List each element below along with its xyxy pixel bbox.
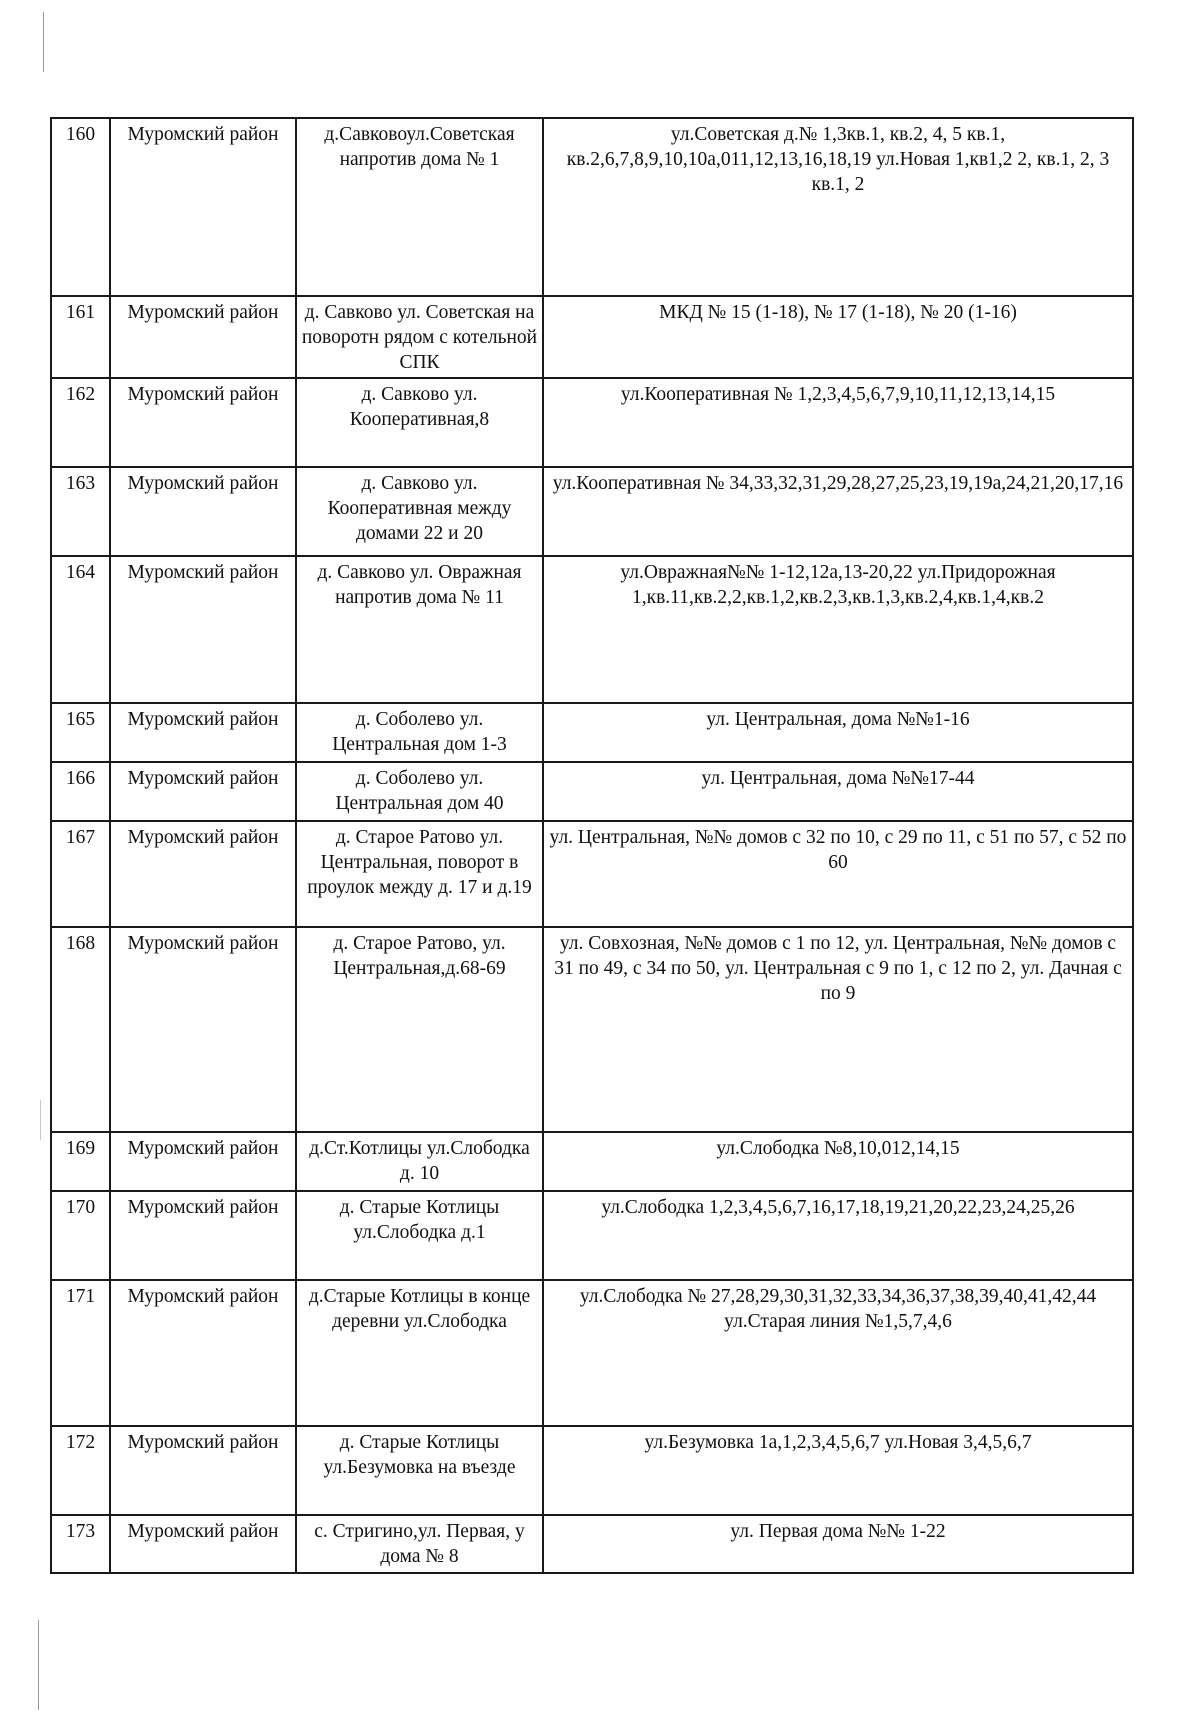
table-row [51, 1132, 1133, 1191]
location-cell: с. Стригино,ул. Первая, у дома № 8 [296, 1515, 543, 1573]
location-cell: д. Савково ул. Кооперативная между домами 22 и 20 [296, 467, 543, 556]
district-cell: Муромский район [110, 1280, 296, 1426]
location-cell: д. Старое Ратово ул. Центральная, поворот в проулок между д. 17 и д.19 [296, 821, 543, 927]
location-cell: д. Савково ул. Овражная напротив дома № 11 [296, 556, 543, 703]
addresses-cell: ул.Слободка 1,2,3,4,5,6,7,16,17,18,19,21,20,22,23,24,25,26 [543, 1191, 1133, 1280]
location-cell: д. Савково ул. Кооперативная,8 [296, 378, 543, 467]
row-number: 171 [51, 1280, 110, 1426]
row-number: 172 [51, 1426, 110, 1515]
location-cell: д.Савковоул.Советская напротив дома № 1 [296, 118, 543, 296]
table-row [51, 762, 1133, 821]
location-cell: д.Ст.Котлицы ул.Слободка д. 10 [296, 1132, 543, 1191]
table-row [51, 467, 1133, 556]
table-row [51, 821, 1133, 927]
district-cell: Муромский район [110, 703, 296, 762]
addresses-cell: ул.Слободка №8,10,012,14,15 [543, 1132, 1133, 1191]
row-number: 165 [51, 703, 110, 762]
row-number: 173 [51, 1515, 110, 1573]
addresses-cell: ул.Кооперативная № 34,33,32,31,29,28,27,25,23,19,19а,24,21,20,17,16 [543, 467, 1133, 556]
district-cell: Муромский район [110, 1132, 296, 1191]
row-number: 162 [51, 378, 110, 467]
table-row [51, 296, 1133, 378]
location-cell: д. Савково ул. Советская на поворотн рядом с котельной СПК [296, 296, 543, 378]
addresses-cell: ул. Совхозная, №№ домов с 1 по 12, ул. Центральная, №№ домов с 31 по 49, с 34 по 50, ул. Центральная с 9 по 1, с 12 по 2, ул. Дачная с по 9 [543, 927, 1133, 1132]
location-cell: д. Соболево ул. Центральная дом 40 [296, 762, 543, 821]
location-cell: д. Старое Ратово, ул. Центральная,д.68-69 [296, 927, 543, 1132]
district-cell: Муромский район [110, 296, 296, 378]
district-cell: Муромский район [110, 118, 296, 296]
row-number: 169 [51, 1132, 110, 1191]
row-number: 170 [51, 1191, 110, 1280]
location-cell: д. Соболево ул. Центральная дом 1-3 [296, 703, 543, 762]
row-number: 163 [51, 467, 110, 556]
scan-artifact-line [38, 1620, 39, 1710]
table-row [51, 556, 1133, 703]
district-cell: Муромский район [110, 556, 296, 703]
location-cell: д. Старые Котлицы ул.Безумовка на въезде [296, 1426, 543, 1515]
row-number: 168 [51, 927, 110, 1132]
table-row [51, 378, 1133, 467]
addresses-cell: ул. Центральная, №№ домов с 32 по 10, с 29 по 11, с 51 по 57, с 52 по 60 [543, 821, 1133, 927]
addresses-cell: ул. Центральная, дома №№1-16 [543, 703, 1133, 762]
table-row [51, 118, 1133, 296]
row-number: 161 [51, 296, 110, 378]
addresses-cell: ул.Советская д.№ 1,3кв.1, кв.2, 4, 5 кв.1, кв.2,6,7,8,9,10,10а,011,12,13,16,18,19 ул.Новая 1,кв1,2 2, кв.1, 2, 3 кв.1, 2 [543, 118, 1133, 296]
addresses-cell: ул.Кооперативная № 1,2,3,4,5,6,7,9,10,11,12,13,14,15 [543, 378, 1133, 467]
table-row [51, 1280, 1133, 1426]
district-cell: Муромский район [110, 821, 296, 927]
district-cell: Муромский район [110, 1515, 296, 1573]
location-cell: д. Старые Котлицы ул.Слободка д.1 [296, 1191, 543, 1280]
table-row [51, 1515, 1133, 1573]
district-cell: Муромский район [110, 467, 296, 556]
district-cell: Муромский район [110, 1191, 296, 1280]
row-number: 167 [51, 821, 110, 927]
scan-artifact-line [43, 12, 44, 72]
district-cell: Муромский район [110, 762, 296, 821]
addresses-cell: ул.Безумовка 1а,1,2,3,4,5,6,7 ул.Новая 3,4,5,6,7 [543, 1426, 1133, 1515]
row-number: 160 [51, 118, 110, 296]
table-row [51, 927, 1133, 1132]
addresses-cell: ул.Овражная№№ 1-12,12а,13-20,22 ул.Придорожная 1,кв.11,кв.2,2,кв.1,2,кв.2,3,кв.1,3,кв.2,4,кв.1,4,кв.2 [543, 556, 1133, 703]
addresses-cell: ул.Слободка № 27,28,29,30,31,32,33,34,36,37,38,39,40,41,42,44 ул.Старая линия №1,5,7,4,6 [543, 1280, 1133, 1426]
row-number: 164 [51, 556, 110, 703]
table-row [51, 1426, 1133, 1515]
district-cell: Муромский район [110, 378, 296, 467]
district-cell: Муромский район [110, 1426, 296, 1515]
table-row [51, 1191, 1133, 1280]
location-cell: д.Старые Котлицы в конце деревни ул.Слободка [296, 1280, 543, 1426]
container-sites-table [50, 117, 1134, 1574]
scan-artifact-line [40, 1100, 41, 1140]
addresses-cell: ул. Первая дома №№ 1-22 [543, 1515, 1133, 1573]
table-row [51, 703, 1133, 762]
addresses-cell: МКД № 15 (1-18), № 17 (1-18), № 20 (1-16) [543, 296, 1133, 378]
addresses-cell: ул. Центральная, дома №№17-44 [543, 762, 1133, 821]
district-cell: Муромский район [110, 927, 296, 1132]
row-number: 166 [51, 762, 110, 821]
